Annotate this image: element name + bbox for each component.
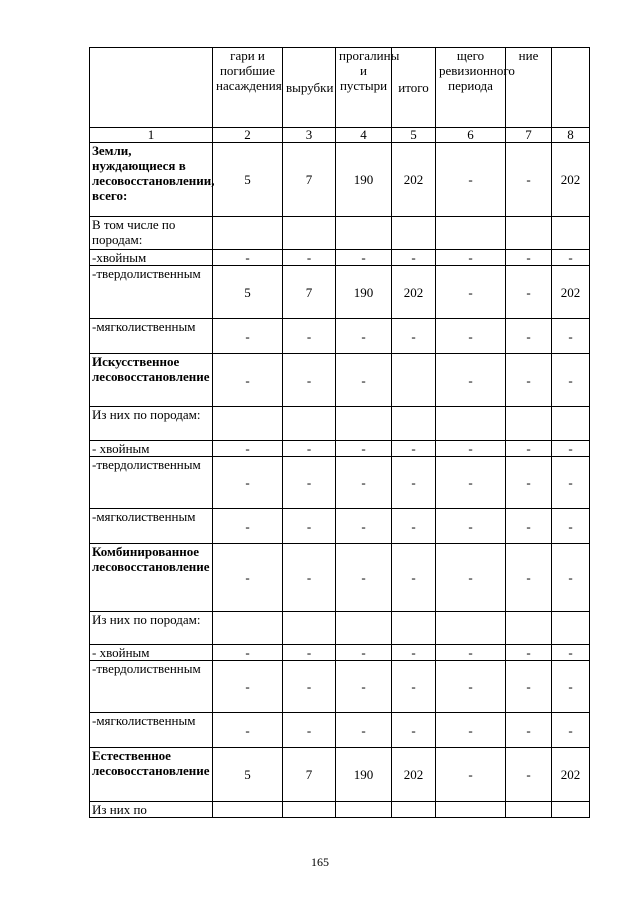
value-cell: [336, 407, 392, 441]
table-row: [90, 143, 590, 217]
header-cell-5: итого: [392, 48, 436, 128]
row-label: -твердолиственным: [90, 661, 213, 713]
value-cell: -: [392, 661, 436, 713]
value-cell: -: [506, 441, 552, 457]
value-cell: -: [436, 266, 506, 319]
header-cell-6: щего ревизионного периода: [436, 48, 506, 128]
value-cell: -: [336, 457, 392, 509]
value-cell: 5: [213, 143, 283, 217]
value-cell: -: [552, 250, 590, 266]
header-cell-1: [90, 48, 213, 128]
value-cell: -: [336, 441, 392, 457]
table-row: [90, 612, 590, 645]
value-cell: -: [436, 457, 506, 509]
value-cell: [506, 407, 552, 441]
value-cell: [213, 217, 283, 250]
column-numbers-row: [90, 128, 590, 143]
value-cell: -: [336, 661, 392, 713]
value-cell: [336, 217, 392, 250]
table-row: [90, 266, 590, 319]
column-number: 3: [283, 128, 336, 143]
value-cell: -: [436, 441, 506, 457]
value-cell: 202: [552, 266, 590, 319]
value-cell: -: [506, 661, 552, 713]
value-cell: -: [436, 661, 506, 713]
value-cell: -: [213, 544, 283, 612]
value-cell: -: [213, 645, 283, 661]
value-cell: -: [336, 250, 392, 266]
value-cell: -: [392, 713, 436, 748]
value-cell: -: [552, 354, 590, 407]
row-label: Из них по породам:: [90, 407, 213, 441]
table-row: [90, 509, 590, 544]
value-cell: -: [283, 544, 336, 612]
header-cell-7: ние: [506, 48, 552, 128]
value-cell: -: [392, 645, 436, 661]
value-cell: [213, 802, 283, 818]
value-cell: -: [506, 748, 552, 802]
value-cell: -: [213, 509, 283, 544]
value-cell: -: [283, 661, 336, 713]
row-label: -мягколиственным: [90, 319, 213, 354]
value-cell: -: [552, 441, 590, 457]
value-cell: -: [506, 457, 552, 509]
value-cell: -: [436, 713, 506, 748]
value-cell: -: [336, 354, 392, 407]
header-cell-4: прогалины и пустыри: [336, 48, 392, 128]
value-cell: 202: [392, 748, 436, 802]
column-number: 5: [392, 128, 436, 143]
table-row: [90, 407, 590, 441]
value-cell: [283, 407, 336, 441]
value-cell: 190: [336, 266, 392, 319]
table-row: [90, 713, 590, 748]
row-label: -мягколиственным: [90, 509, 213, 544]
value-cell: [552, 407, 590, 441]
row-label: Естественное лесовосстановление: [90, 748, 213, 802]
value-cell: [436, 217, 506, 250]
value-cell: 5: [213, 748, 283, 802]
value-cell: -: [506, 266, 552, 319]
value-cell: -: [506, 354, 552, 407]
value-cell: [506, 217, 552, 250]
value-cell: -: [552, 713, 590, 748]
value-cell: -: [283, 354, 336, 407]
value-cell: -: [552, 544, 590, 612]
value-cell: -: [283, 457, 336, 509]
value-cell: -: [213, 250, 283, 266]
value-cell: -: [436, 544, 506, 612]
value-cell: [552, 217, 590, 250]
value-cell: [213, 407, 283, 441]
value-cell: [506, 802, 552, 818]
header-cell-8: [552, 48, 590, 128]
row-label: -твердолиственным: [90, 457, 213, 509]
value-cell: -: [436, 509, 506, 544]
value-cell: -: [392, 544, 436, 612]
table-row: [90, 319, 590, 354]
table-row: [90, 661, 590, 713]
value-cell: -: [283, 250, 336, 266]
table-row: [90, 441, 590, 457]
value-cell: -: [213, 713, 283, 748]
value-cell: -: [436, 645, 506, 661]
value-cell: -: [436, 319, 506, 354]
value-cell: -: [506, 143, 552, 217]
value-cell: -: [552, 457, 590, 509]
row-label: Искусственное лесовосстановление: [90, 354, 213, 407]
header-cell-2: гари и погибшие насаждения: [213, 48, 283, 128]
value-cell: -: [436, 354, 506, 407]
value-cell: -: [392, 457, 436, 509]
value-cell: -: [283, 319, 336, 354]
value-cell: -: [213, 354, 283, 407]
value-cell: 202: [392, 143, 436, 217]
row-label: Комбинированное лесовосстановление: [90, 544, 213, 612]
value-cell: -: [283, 645, 336, 661]
value-cell: -: [213, 441, 283, 457]
row-label: -хвойным: [90, 250, 213, 266]
table-row: [90, 544, 590, 612]
forest-restoration-table: [89, 47, 590, 818]
column-number: 7: [506, 128, 552, 143]
value-cell: -: [283, 441, 336, 457]
value-cell: [392, 407, 436, 441]
value-cell: -: [506, 544, 552, 612]
value-cell: 5: [213, 266, 283, 319]
value-cell: -: [506, 713, 552, 748]
value-cell: 190: [336, 143, 392, 217]
value-cell: 190: [336, 748, 392, 802]
value-cell: [436, 407, 506, 441]
value-cell: -: [336, 645, 392, 661]
page-number: 165: [311, 855, 329, 869]
row-label: Из них по породам:: [90, 612, 213, 645]
value-cell: 202: [552, 143, 590, 217]
value-cell: -: [552, 661, 590, 713]
column-number: 8: [552, 128, 590, 143]
value-cell: 7: [283, 748, 336, 802]
table-row: [90, 354, 590, 407]
column-number: 1: [90, 128, 213, 143]
row-label: - хвойным: [90, 645, 213, 661]
table-row: [90, 802, 590, 818]
value-cell: -: [436, 250, 506, 266]
value-cell: -: [213, 661, 283, 713]
value-cell: [336, 802, 392, 818]
value-cell: -: [283, 509, 336, 544]
row-label: Земли, нуждающиеся в лесовосстановлении, всего:: [90, 143, 213, 217]
value-cell: [283, 802, 336, 818]
value-cell: -: [213, 319, 283, 354]
table-row: [90, 217, 590, 250]
value-cell: [552, 802, 590, 818]
row-label: - хвойным: [90, 441, 213, 457]
value-cell: [506, 612, 552, 645]
value-cell: -: [392, 441, 436, 457]
row-label: -мягколиственным: [90, 713, 213, 748]
value-cell: [283, 217, 336, 250]
value-cell: -: [552, 319, 590, 354]
value-cell: [552, 612, 590, 645]
value-cell: [436, 802, 506, 818]
value-cell: -: [506, 250, 552, 266]
value-cell: -: [436, 143, 506, 217]
column-number: 2: [213, 128, 283, 143]
value-cell: -: [336, 713, 392, 748]
column-number: 6: [436, 128, 506, 143]
value-cell: [392, 217, 436, 250]
value-cell: -: [436, 748, 506, 802]
value-cell: -: [506, 319, 552, 354]
value-cell: [392, 802, 436, 818]
value-cell: 202: [552, 748, 590, 802]
table-row: [90, 457, 590, 509]
value-cell: 202: [392, 266, 436, 319]
value-cell: [392, 354, 436, 407]
value-cell: -: [213, 457, 283, 509]
value-cell: 7: [283, 143, 336, 217]
value-cell: [336, 612, 392, 645]
value-cell: -: [506, 645, 552, 661]
value-cell: -: [552, 645, 590, 661]
column-number: 4: [336, 128, 392, 143]
table-row: [90, 250, 590, 266]
value-cell: -: [336, 544, 392, 612]
value-cell: -: [336, 319, 392, 354]
value-cell: -: [336, 509, 392, 544]
row-label: В том числе по породам:: [90, 217, 213, 250]
value-cell: -: [283, 713, 336, 748]
value-cell: -: [392, 250, 436, 266]
value-cell: -: [552, 509, 590, 544]
header-cell-3: вырубки: [283, 48, 336, 128]
header-row: [90, 48, 590, 128]
value-cell: -: [392, 319, 436, 354]
value-cell: [392, 612, 436, 645]
value-cell: 7: [283, 266, 336, 319]
row-label: Из них по: [90, 802, 213, 818]
value-cell: -: [392, 509, 436, 544]
row-label: -твердолиственным: [90, 266, 213, 319]
value-cell: -: [506, 509, 552, 544]
value-cell: [213, 612, 283, 645]
table-row: [90, 645, 590, 661]
value-cell: [283, 612, 336, 645]
value-cell: [436, 612, 506, 645]
table-row: [90, 748, 590, 802]
